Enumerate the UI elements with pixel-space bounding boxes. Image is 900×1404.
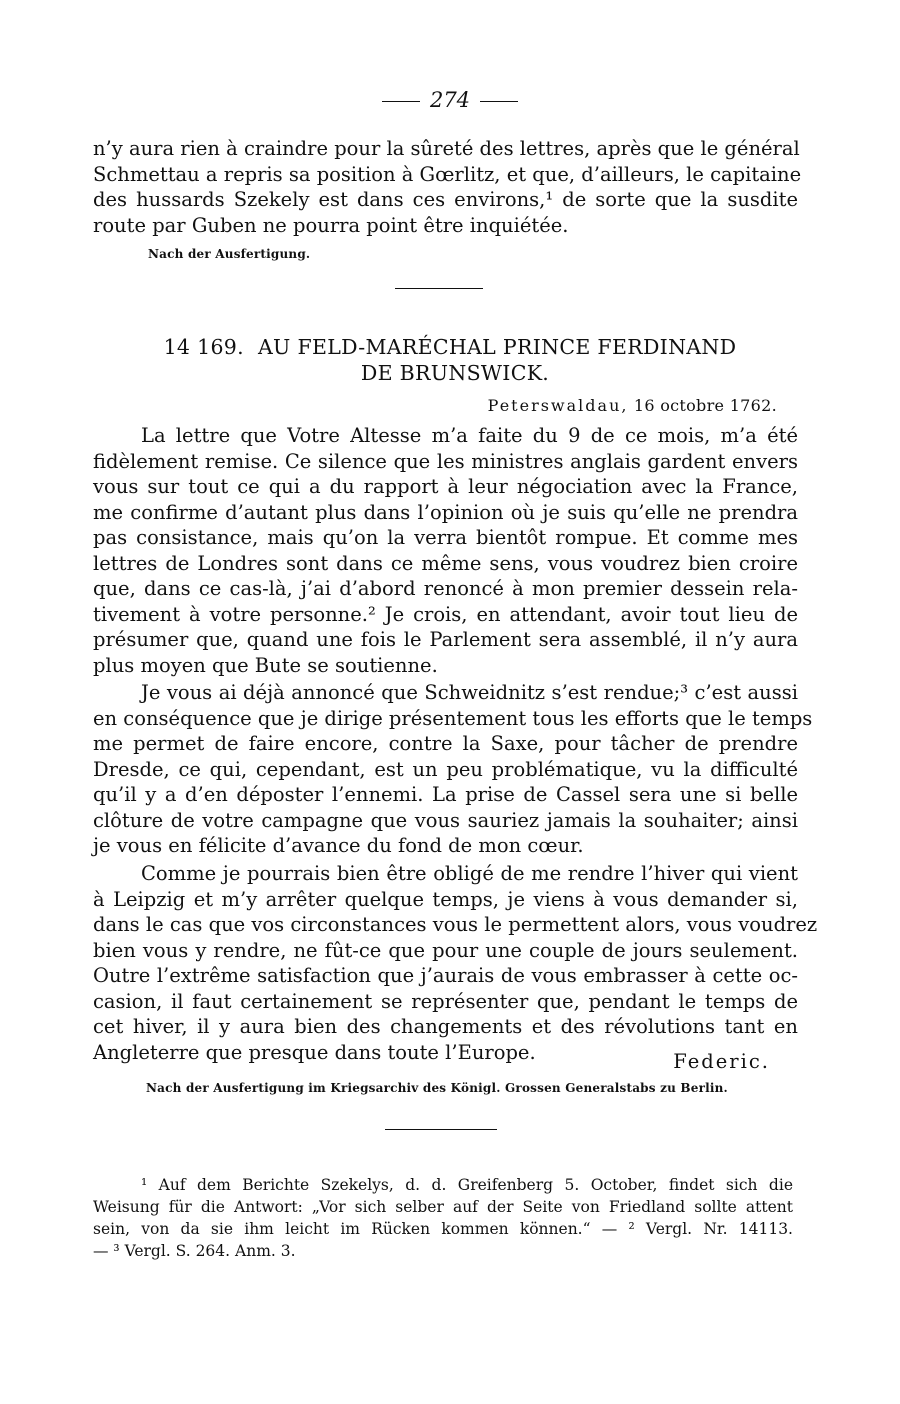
text-line: je vous en félicite d’avance du fond de mon cœur. bbox=[93, 834, 584, 857]
text-line: en conséquence que je dirige présentement tous les efforts que le temps bbox=[93, 706, 813, 730]
text-line: Outre l’extrême satisfaction que j’aurais de vous embrasser à cette oc- bbox=[93, 964, 798, 987]
letter-paragraph-3 bbox=[93, 861, 818, 1065]
page-header bbox=[0, 88, 900, 112]
letter-source-note: Nach der Ausfertigung im Kriegsarchiv des Königl. Grossen Generalstabs zu Berlin. bbox=[146, 1081, 728, 1095]
text-line: des hussards Szekely est dans ces environs,¹ de sorte que la susdite bbox=[93, 188, 798, 211]
letter-paragraph-1 bbox=[93, 423, 798, 678]
letter-date: 16 octobre 1762. bbox=[633, 396, 777, 415]
letter-title-line1: AU FELD-MARÉCHAL PRINCE FERDINAND bbox=[257, 335, 737, 359]
letter-number: 14 169. bbox=[163, 335, 244, 359]
text-line: vous sur tout ce qui a du rapport à leur négociation avec la France, bbox=[93, 475, 798, 498]
footnote-line: — ³ Vergl. S. 264. Anm. 3. bbox=[93, 1242, 296, 1260]
text-line: dans le cas que vos circonstances vous le permettent alors, vous voudrez bbox=[93, 913, 818, 936]
letter-dateline bbox=[488, 396, 777, 415]
text-line: me permet de faire encore, contre la Saxe, pour tâcher de prendre bbox=[93, 732, 798, 755]
footnote-divider bbox=[385, 1129, 497, 1130]
letter-title bbox=[0, 334, 900, 360]
letter-title-second bbox=[0, 360, 900, 386]
text-line: casion, il faut certainement se représenter que, pendant le temps de bbox=[93, 989, 798, 1013]
header-dash-left bbox=[382, 101, 420, 102]
text-line: qu’il y a d’en déposter l’ennemi. La prise de Cassel sera une si belle bbox=[93, 783, 798, 806]
text-line: Dresde, ce qui, cependant, est un peu problématique, vu la difficulté bbox=[93, 757, 798, 781]
letter-place: Peterswaldau, bbox=[487, 396, 629, 415]
text-line: tivement à votre personne.² Je crois, en attendant, avoir tout lieu de bbox=[93, 602, 798, 626]
text-line: La lettre que Votre Altesse m’a faite du 9 de ce mois, m’a été bbox=[141, 424, 798, 447]
text-line: bien vous y rendre, ne fût-ce que pour une couple de jours seulement. bbox=[93, 938, 798, 962]
carryover-paragraph bbox=[93, 136, 802, 238]
text-line: que, dans ce cas-là, j’ai d’abord renoncé à mon premier dessein rela- bbox=[93, 577, 798, 600]
letter-paragraph-2 bbox=[93, 680, 813, 859]
text-line: lettres de Londres sont dans ce même sens, vous voudrez bien croire bbox=[93, 551, 798, 575]
header-dash-right bbox=[480, 101, 518, 102]
text-line: n’y aura rien à craindre pour la sûreté des lettres, après que le général bbox=[93, 137, 800, 160]
text-line: Je vous ai déjà annoncé que Schweidnitz s’est rendue;³ c’est aussi bbox=[141, 681, 798, 704]
footnote-line: Weisung für die Antwort: „Vor sich selber auf der Seite von Friedland sollte attent bbox=[93, 1198, 793, 1216]
letter-signature: Federic. bbox=[673, 1050, 770, 1073]
footnote-line: sein, von da sie ihm leicht im Rücken kommen können.“ — ² Vergl. Nr. 14113. bbox=[93, 1220, 793, 1238]
text-line: Comme je pourrais bien être obligé de me rendre l’hiver qui vient bbox=[141, 862, 798, 885]
page-number: 274 bbox=[429, 88, 471, 112]
text-line: pas consistance, mais qu’on la verra bientôt rompue. Et comme mes bbox=[93, 526, 798, 549]
text-line: présumer que, quand une fois le Parlement sera assemblé, il n’y aura bbox=[93, 628, 798, 651]
text-line: cet hiver, il y aura bien des changements et des révolutions tant en bbox=[93, 1015, 798, 1038]
text-line: Schmettau a repris sa position à Gœrlitz, et que, d’ailleurs, le capitaine bbox=[93, 162, 802, 186]
section-divider bbox=[395, 288, 483, 289]
text-line: fidèlement remise. Ce silence que les ministres anglais gardent envers bbox=[93, 449, 798, 473]
text-line: me confirme d’autant plus dans l’opinion où je suis qu’elle ne prendra bbox=[93, 500, 798, 524]
text-line: plus moyen que Bute se soutienne. bbox=[93, 653, 438, 677]
footnotes bbox=[93, 1174, 793, 1262]
text-line: route par Guben ne pourra point être inquiétée. bbox=[93, 213, 569, 237]
footnote-line: ¹ Auf dem Berichte Szekelys, d. d. Greifenberg 5. October, findet sich die bbox=[141, 1176, 793, 1194]
carryover-source-note: Nach der Ausfertigung. bbox=[148, 247, 311, 261]
text-line: Angleterre que presque dans toute l’Europe. bbox=[93, 1040, 536, 1064]
letter-title-line2: DE BRUNSWICK. bbox=[360, 361, 550, 385]
text-line: à Leipzig et m’y arrêter quelque temps, je viens à vous demander si, bbox=[93, 887, 798, 911]
text-line: clôture de votre campagne que vous sauriez jamais la souhaiter; ainsi bbox=[93, 808, 798, 832]
